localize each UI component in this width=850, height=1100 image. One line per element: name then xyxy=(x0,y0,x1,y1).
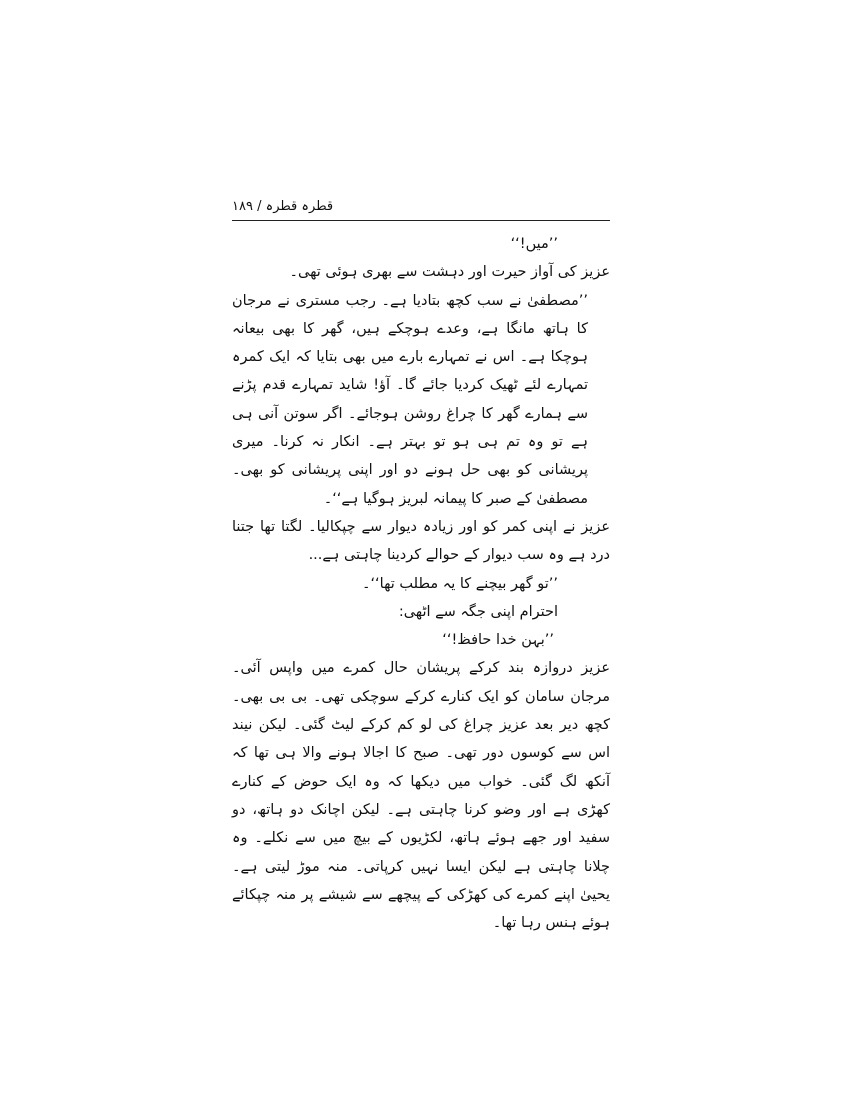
page-header xyxy=(232,198,610,221)
paragraph-6: احترام اپنی جگہ سے اٹھی: xyxy=(398,603,558,620)
paragraph-3: ’’مصطفیٰ نے سب کچھ بتادیا ہے۔ رجب مستری نے مرجان کا ہاتھ مانگا ہے، وعدے ہوچکے ہیں، گھر کا بھی بیعانہ ہوچکا ہے۔ اس نے تمہارے بارے میں بھی بتایا کہ ایک کمرہ تمہارے لئے ٹھیک کردیا جائے گا۔ آؤ! شاید تمہارے قدم پڑنے سے ہمارے گھر کا چراغ روشن ہوجائے۔ اگر سوتن آنی ہی ہے تو وہ تم ہی ہو تو بہتر ہے۔ انکار نہ کرنا۔ میری پریشانی کو بھی حل ہونے دو اور اپنی پریشانی کو بھی۔ مصطفیٰ کے صبر کا پیمانہ لبریز ہوگیا ہے‘‘۔ xyxy=(232,292,588,507)
paragraph-8: عزیز دروازہ بند کرکے پریشان حال کمرے میں واپس آئی۔ مرجان سامان کو ایک کنارے کرکے سوچکی تھی۔ بی بی بھی۔ کچھ دیر بعد عزیز چراغ کی لو کم کرکے لیٹ گئی۔ لیکن نیند اس سے کوسوں دور تھی۔ صبح کا اجالا ہونے والا ہی تھا کہ آنکھ لگ گئی۔ خواب میں دیکھا کہ وہ ایک حوض کے کنارے کھڑی ہے اور وضو کرنا چاہتی ہے۔ لیکن اچانک دو ہاتھ، دو سفید اور جھے ہوئے ہاتھ، لکڑیوں کے بیچ میں سے نکلے۔ وہ چلانا چاہتی ہے لیکن ایسا نہیں کرپاتی۔ منہ موڑ لیتی ہے۔ یحییٰ اپنے کمرے کی کھڑکی کے پیچھے سے شیشے پر منہ چپکائے ہوئے ہنس رہا تھا۔ xyxy=(232,660,610,932)
paragraph-7: ’’بہن خدا حافظ!‘‘ xyxy=(442,632,554,649)
paragraph-5: ’’تو گھر بیچنے کا یہ مطلب تھا‘‘۔ xyxy=(361,575,558,592)
paragraph-4: عزیز نے اپنی کمر کو اور زیادہ دیوار سے چپکالیا۔ لگتا تھا جتنا درد ہے وہ سب دیوار کے حوالے کردینا چاہتی ہے... xyxy=(232,518,610,564)
body-text xyxy=(232,230,610,937)
running-head-page-number: قطرہ قطرہ / ۱۸۹ xyxy=(232,199,334,214)
paragraph-1: ’’میں!‘‘ xyxy=(510,236,558,252)
paragraph-2: عزیز کی آواز حیرت اور دہشت سے بھری ہوئی تھی۔ xyxy=(289,264,610,281)
